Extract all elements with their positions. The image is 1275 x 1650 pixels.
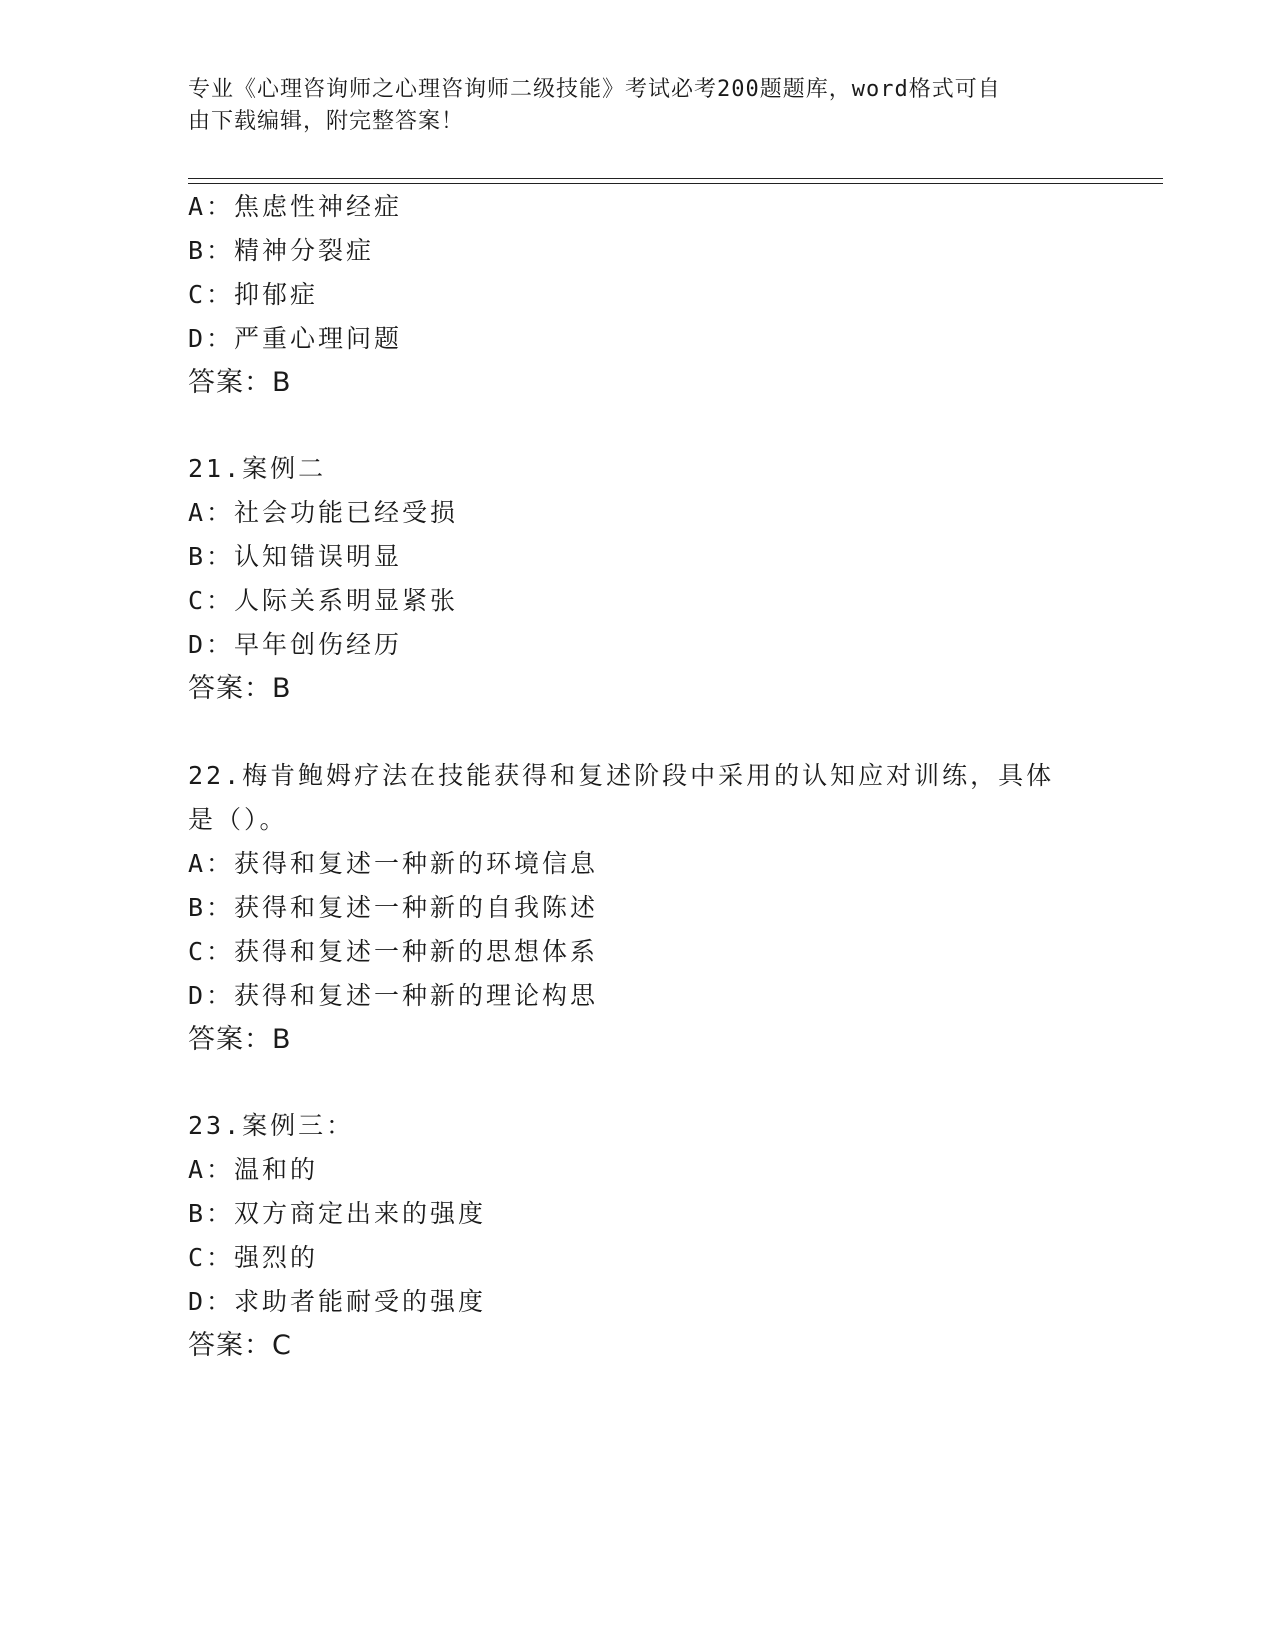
header-divider-top: [188, 178, 1163, 179]
q22-option-b: B：获得和复述一种新的自我陈述: [188, 893, 599, 922]
q22-option-a: A：获得和复述一种新的环境信息: [188, 849, 599, 878]
q22-question-line-2: 是（）。: [188, 805, 288, 834]
q22-option-d: D：获得和复述一种新的理论构思: [188, 981, 599, 1010]
q20-option-a: A：焦虑性神经症: [188, 192, 403, 221]
q22-answer: 答案：B: [188, 1024, 292, 1055]
q23-answer: 答案：C: [188, 1330, 292, 1361]
q23-option-b: B：双方商定出来的强度: [188, 1199, 487, 1228]
q21-option-b: B：认知错误明显: [188, 542, 403, 571]
q21-question: 21.案例二: [188, 454, 327, 483]
q20-option-c: C：抑郁症: [188, 280, 319, 309]
q21-option-c: C：人际关系明显紧张: [188, 586, 459, 615]
q21-answer: 答案：B: [188, 673, 292, 704]
header-line-2: 由下载编辑，附完整答案！: [188, 109, 465, 134]
q23-option-a: A：温和的: [188, 1155, 319, 1184]
q23-question: 23.案例三：: [188, 1111, 355, 1140]
q21-option-d: D：早年创伤经历: [188, 630, 403, 659]
document-header: [188, 74, 1088, 138]
q23-option-c: C：强烈的: [188, 1243, 319, 1272]
q22-question-line-1: 22.梅肯鲍姆疗法在技能获得和复述阶段中采用的认知应对训练，具体: [188, 761, 1055, 790]
q23-option-d: D：求助者能耐受的强度: [188, 1287, 487, 1316]
q22-option-c: C：获得和复述一种新的思想体系: [188, 937, 599, 966]
q20-answer: 答案：B: [188, 367, 292, 398]
q20-option-d: D：严重心理问题: [188, 324, 403, 353]
header-line-1: 专业《心理咨询师之心理咨询师二级技能》考试必考200题题库，word格式可自: [188, 77, 1001, 102]
q21-option-a: A：社会功能已经受损: [188, 498, 459, 527]
header-divider-bottom: [188, 183, 1163, 184]
q20-option-b: B：精神分裂症: [188, 236, 375, 265]
